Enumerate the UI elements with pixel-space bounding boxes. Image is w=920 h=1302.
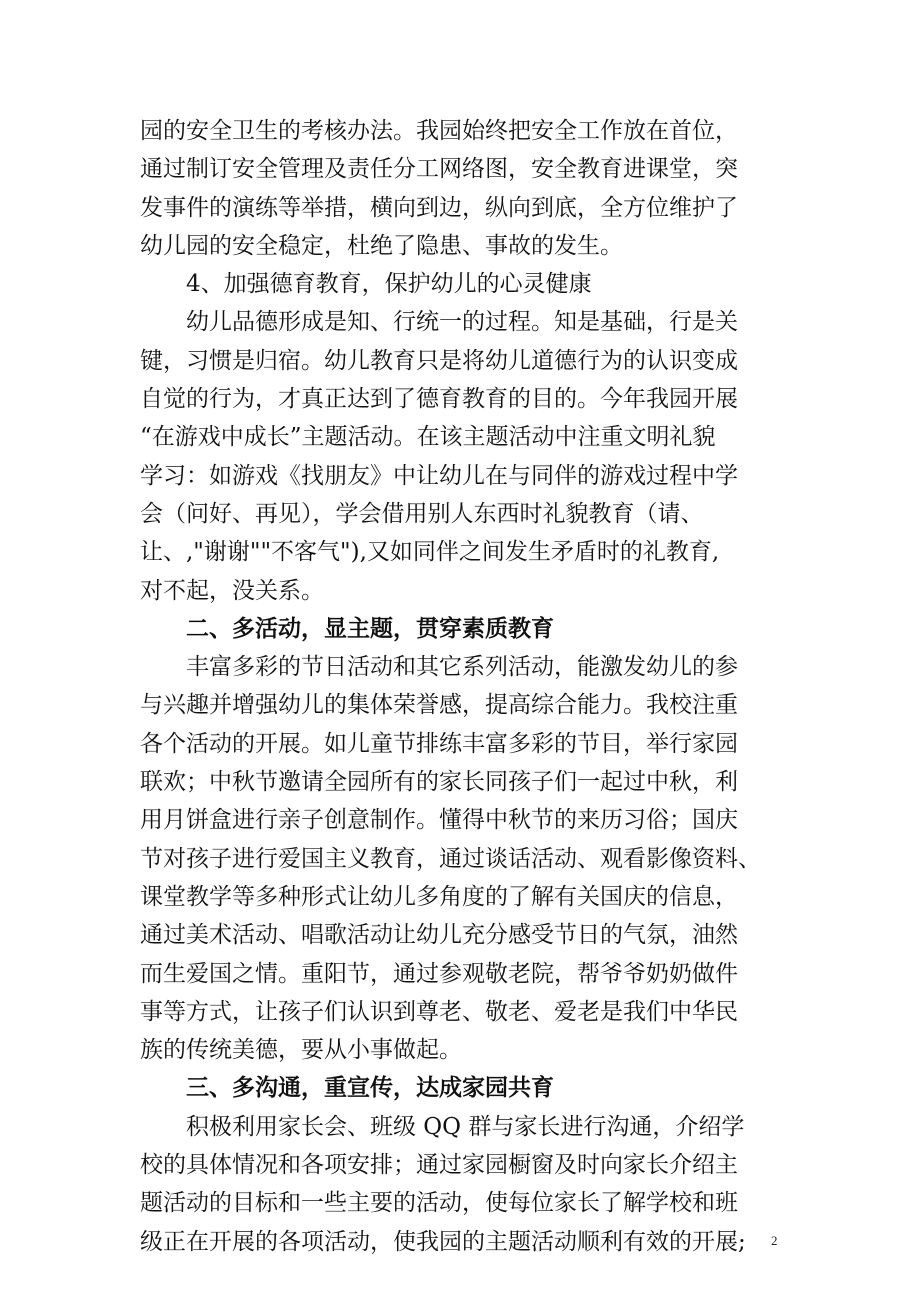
section-heading: 二、多活动，显主题，贯穿素质教育 <box>186 614 554 642</box>
text-line: 各个活动的开展。如儿童节排练丰富多彩的节目，举行家园 <box>140 730 738 757</box>
text-line: 节对孩子进行爱国主义教育，通过谈话活动、观看影像资料、 <box>140 845 761 872</box>
text-line: 学习：如游戏《找朋友》中让幼儿在与同伴的游戏过程中学 <box>140 462 738 489</box>
text-line: 族的传统美德，要从小事做起。 <box>140 1037 462 1064</box>
subsection-title: 4、加强德育教育，保护幼儿的心灵健康 <box>186 271 592 298</box>
text-line: 事等方式，让孩子们认识到尊老、敬老、爱老是我们中华民 <box>140 998 738 1025</box>
paragraph-start: 丰富多彩的节日活动和其它系列活动，能激发幼儿的参 <box>186 654 738 681</box>
text-line: 自觉的行为，才真正达到了德育教育的目的。今年我园开展 <box>140 386 738 413</box>
text-line: 对不起，没关系。 <box>140 577 324 604</box>
text-line: 园的安全卫生的考核办法。我园始终把安全工作放在首位， <box>140 118 738 144</box>
text-line: 会（问好、再见），学会借用别人东西时礼貌教育（请、 <box>140 500 704 527</box>
text-line: 课堂教学等多种形式让幼儿多角度的了解有关国庆的信息， <box>140 883 738 910</box>
text-line: 校的具体情况和各项安排；通过家园橱窗及时向家长介绍主 <box>140 1152 738 1179</box>
paragraph-start: 积极利用家长会、班级 QQ 群与家长进行沟通，介绍学 <box>186 1113 745 1140</box>
text-line: 题活动的目标和一些主要的活动，使每位家长了解学校和班 <box>140 1190 738 1217</box>
page-number: 2 <box>771 1233 778 1248</box>
text-line: 联欢；中秋节邀请全园所有的家长同孩子们一起过中秋，利 <box>140 769 738 796</box>
text-line: 用月饼盒进行亲子创意制作。懂得中秋节的来历习俗；国庆 <box>140 807 738 834</box>
text-line: 让、,"谢谢""不客气"),又如同伴之间发生矛盾时的礼教育, <box>140 539 720 566</box>
text-line: 而生爱国之情。重阳节，通过参观敬老院，帮爷爷奶奶做件 <box>140 960 738 987</box>
text-line: 与兴趣并增强幼儿的集体荣誉感，提高综合能力。我校注重 <box>140 692 738 719</box>
section-heading: 三、多沟通，重宣传，达成家园共育 <box>186 1074 554 1102</box>
text-line: 通过美术活动、唱歌活动让幼儿充分感受节日的气氛，油然 <box>140 922 738 949</box>
body-text <box>140 112 780 1261</box>
text-line: 幼儿园的安全稳定，杜绝了隐患、事故的发生。 <box>140 232 623 259</box>
text-line: 键，习惯是归宿。幼儿教育只是将幼儿道德行为的认识变成 <box>140 347 738 374</box>
text-line: 级正在开展的各项活动，使我园的主题活动顺利有效的开展; <box>140 1228 746 1255</box>
text-line: “在游戏中成长”主题活动。在该主题活动中注重文明礼貌 <box>140 424 716 451</box>
text-line: 发事件的演练等举措，横向到边，纵向到底，全方位维护了 <box>140 194 738 221</box>
paragraph-start: 幼儿品德形成是知、行统一的过程。知是基础，行是关 <box>186 309 738 336</box>
text-line: 通过制订安全管理及责任分工网络图，安全教育进课堂，突 <box>140 156 738 183</box>
